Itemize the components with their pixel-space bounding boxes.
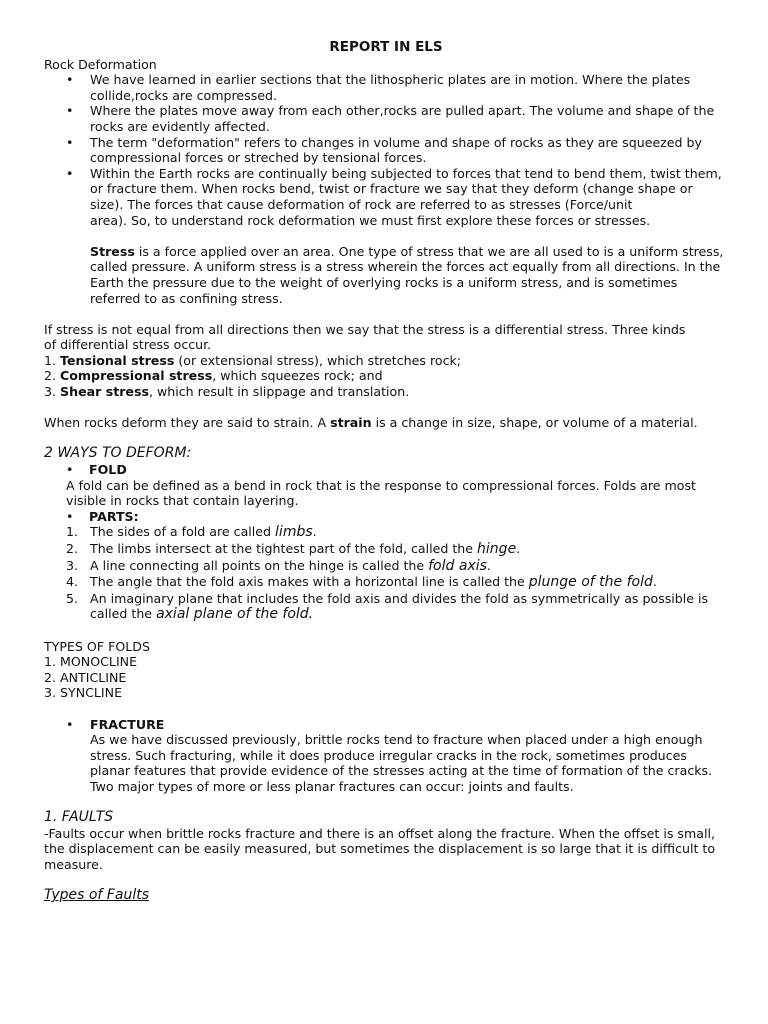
stress-term: Stress: [90, 243, 135, 259]
fold-label: • FOLD: [44, 462, 728, 478]
fold-part-term: fold axis: [428, 557, 487, 574]
strain-paragraph: When rocks deform they are said to strain. A strain is a change in size, shape, or volume of a material.: [44, 415, 698, 431]
fold-part-item: 3. A line connecting all points on the hinge is called the fold axis.: [66, 557, 491, 574]
fold-type-item: 1. MONOCLINE: [44, 654, 138, 670]
fold-part-item: 1. The sides of a fold are called limbs.: [66, 524, 317, 541]
fold-part-item: 5. An imaginary plane that includes the fold axis and divides the fold as symmetrically as possible is called the axial plane of the fold.: [66, 590, 709, 623]
fold-type-item: 2. ANTICLINE: [44, 669, 127, 685]
fold-part-term: limbs: [275, 524, 313, 541]
fold-part-term: axial plane of the fold.: [156, 606, 314, 623]
fracture-paragraph: As we have discussed previously, brittle rocks tend to fracture when placed under a high enough stress. Such fracturing, while it does produce irregular cracks in the rock, sometimes produces planar features that provide evidence of the stresses acting at the time of formation of the cracks. Two major types of more or less planar fractures can occur: joints and faults.: [90, 732, 713, 794]
stress-type-term: Shear stress: [60, 384, 149, 400]
stress-type-item: 2. Compressional stress, which squeezes rock; and: [44, 368, 383, 384]
bullet-continuation: area). So, to understand rock deformation we must first explore these forces or stresses.: [90, 212, 651, 228]
strain-term: strain: [330, 415, 372, 431]
types-of-folds-heading: TYPES OF FOLDS: [44, 638, 150, 654]
fold-definition: A fold can be defined as a bend in rock that is the response to compressional forces. Folds are most visible in rocks that contain layering.: [66, 477, 696, 509]
section-heading-rock-deformation: Rock Deformation: [44, 56, 157, 72]
faults-paragraph: -Faults occur when brittle rocks fracture and there is an offset along the fracture. When the offset is small, the displacement can be easily measured, but sometimes the displacement is so large that it is difficult to measure.: [44, 825, 716, 872]
faults-heading: 1. FAULTS: [44, 809, 114, 826]
report-title: REPORT IN ELS: [329, 39, 443, 55]
fold-type-item: 3. SYNCLINE: [44, 685, 123, 701]
stress-type-term: Compressional stress: [60, 368, 213, 384]
differential-stress-line2: of differential stress occur.: [44, 337, 212, 353]
stress-type-term: Tensional stress: [60, 352, 175, 368]
fold-part-term: plunge of the fold: [528, 574, 653, 591]
stress-definition: is a force applied over an area. One type of stress that we are all used to is a uniform stress, called pressure. A uniform stress is a stress wherein the forces act equally from all directions. In the Earth the pressure due to the weight of overlying rocks is a uniform stress, and is sometimes referred to as confining stress.: [90, 243, 724, 306]
fold-part-item: 2. The limbs intersect at the tightest part of the fold, called the hinge.: [66, 541, 521, 557]
bullet-item: • Where the plates move away from each other,rocks are pulled apart. The volume and shape of the rocks are evidently affected.: [44, 103, 728, 134]
stress-type-item: 3. Shear stress, which result in slippage and translation.: [44, 384, 410, 400]
bullet-item: • Within the Earth rocks are continually being subjected to forces that tend to bend them, twist them, or fracture them. When rocks bend, twist or fracture we say that they deform (change shape or size). The forces that cause deformation of rock are referred to as stresses (Force/unit: [44, 166, 728, 213]
differential-stress-line1: If stress is not equal from all directions then we say that the stress is a differential stress. Three kinds: [44, 321, 686, 337]
stress-paragraph: [44, 244, 728, 306]
parts-label: • PARTS:: [44, 509, 728, 525]
bullet-item: • The term "deformation" refers to changes in volume and shape of rocks as they are squeezed by compressional forces or streched by tensional forces.: [44, 135, 728, 166]
bullet-item: • We have learned in earlier sections that the lithospheric plates are in motion. Where the plates collide,rocks are compressed.: [44, 72, 728, 103]
fracture-label: • FRACTURE: [44, 717, 728, 733]
ways-to-deform-heading: 2 WAYS TO DEFORM:: [44, 445, 192, 462]
types-of-faults-heading: Types of Faults: [44, 887, 149, 904]
fold-part-term: hinge: [477, 541, 517, 557]
fold-part-item: 4. The angle that the fold axis makes with a horizontal line is called the plunge of the fold.: [66, 574, 657, 591]
stress-type-item: 1. Tensional stress (or extensional stress), which stretches rock;: [44, 352, 462, 368]
